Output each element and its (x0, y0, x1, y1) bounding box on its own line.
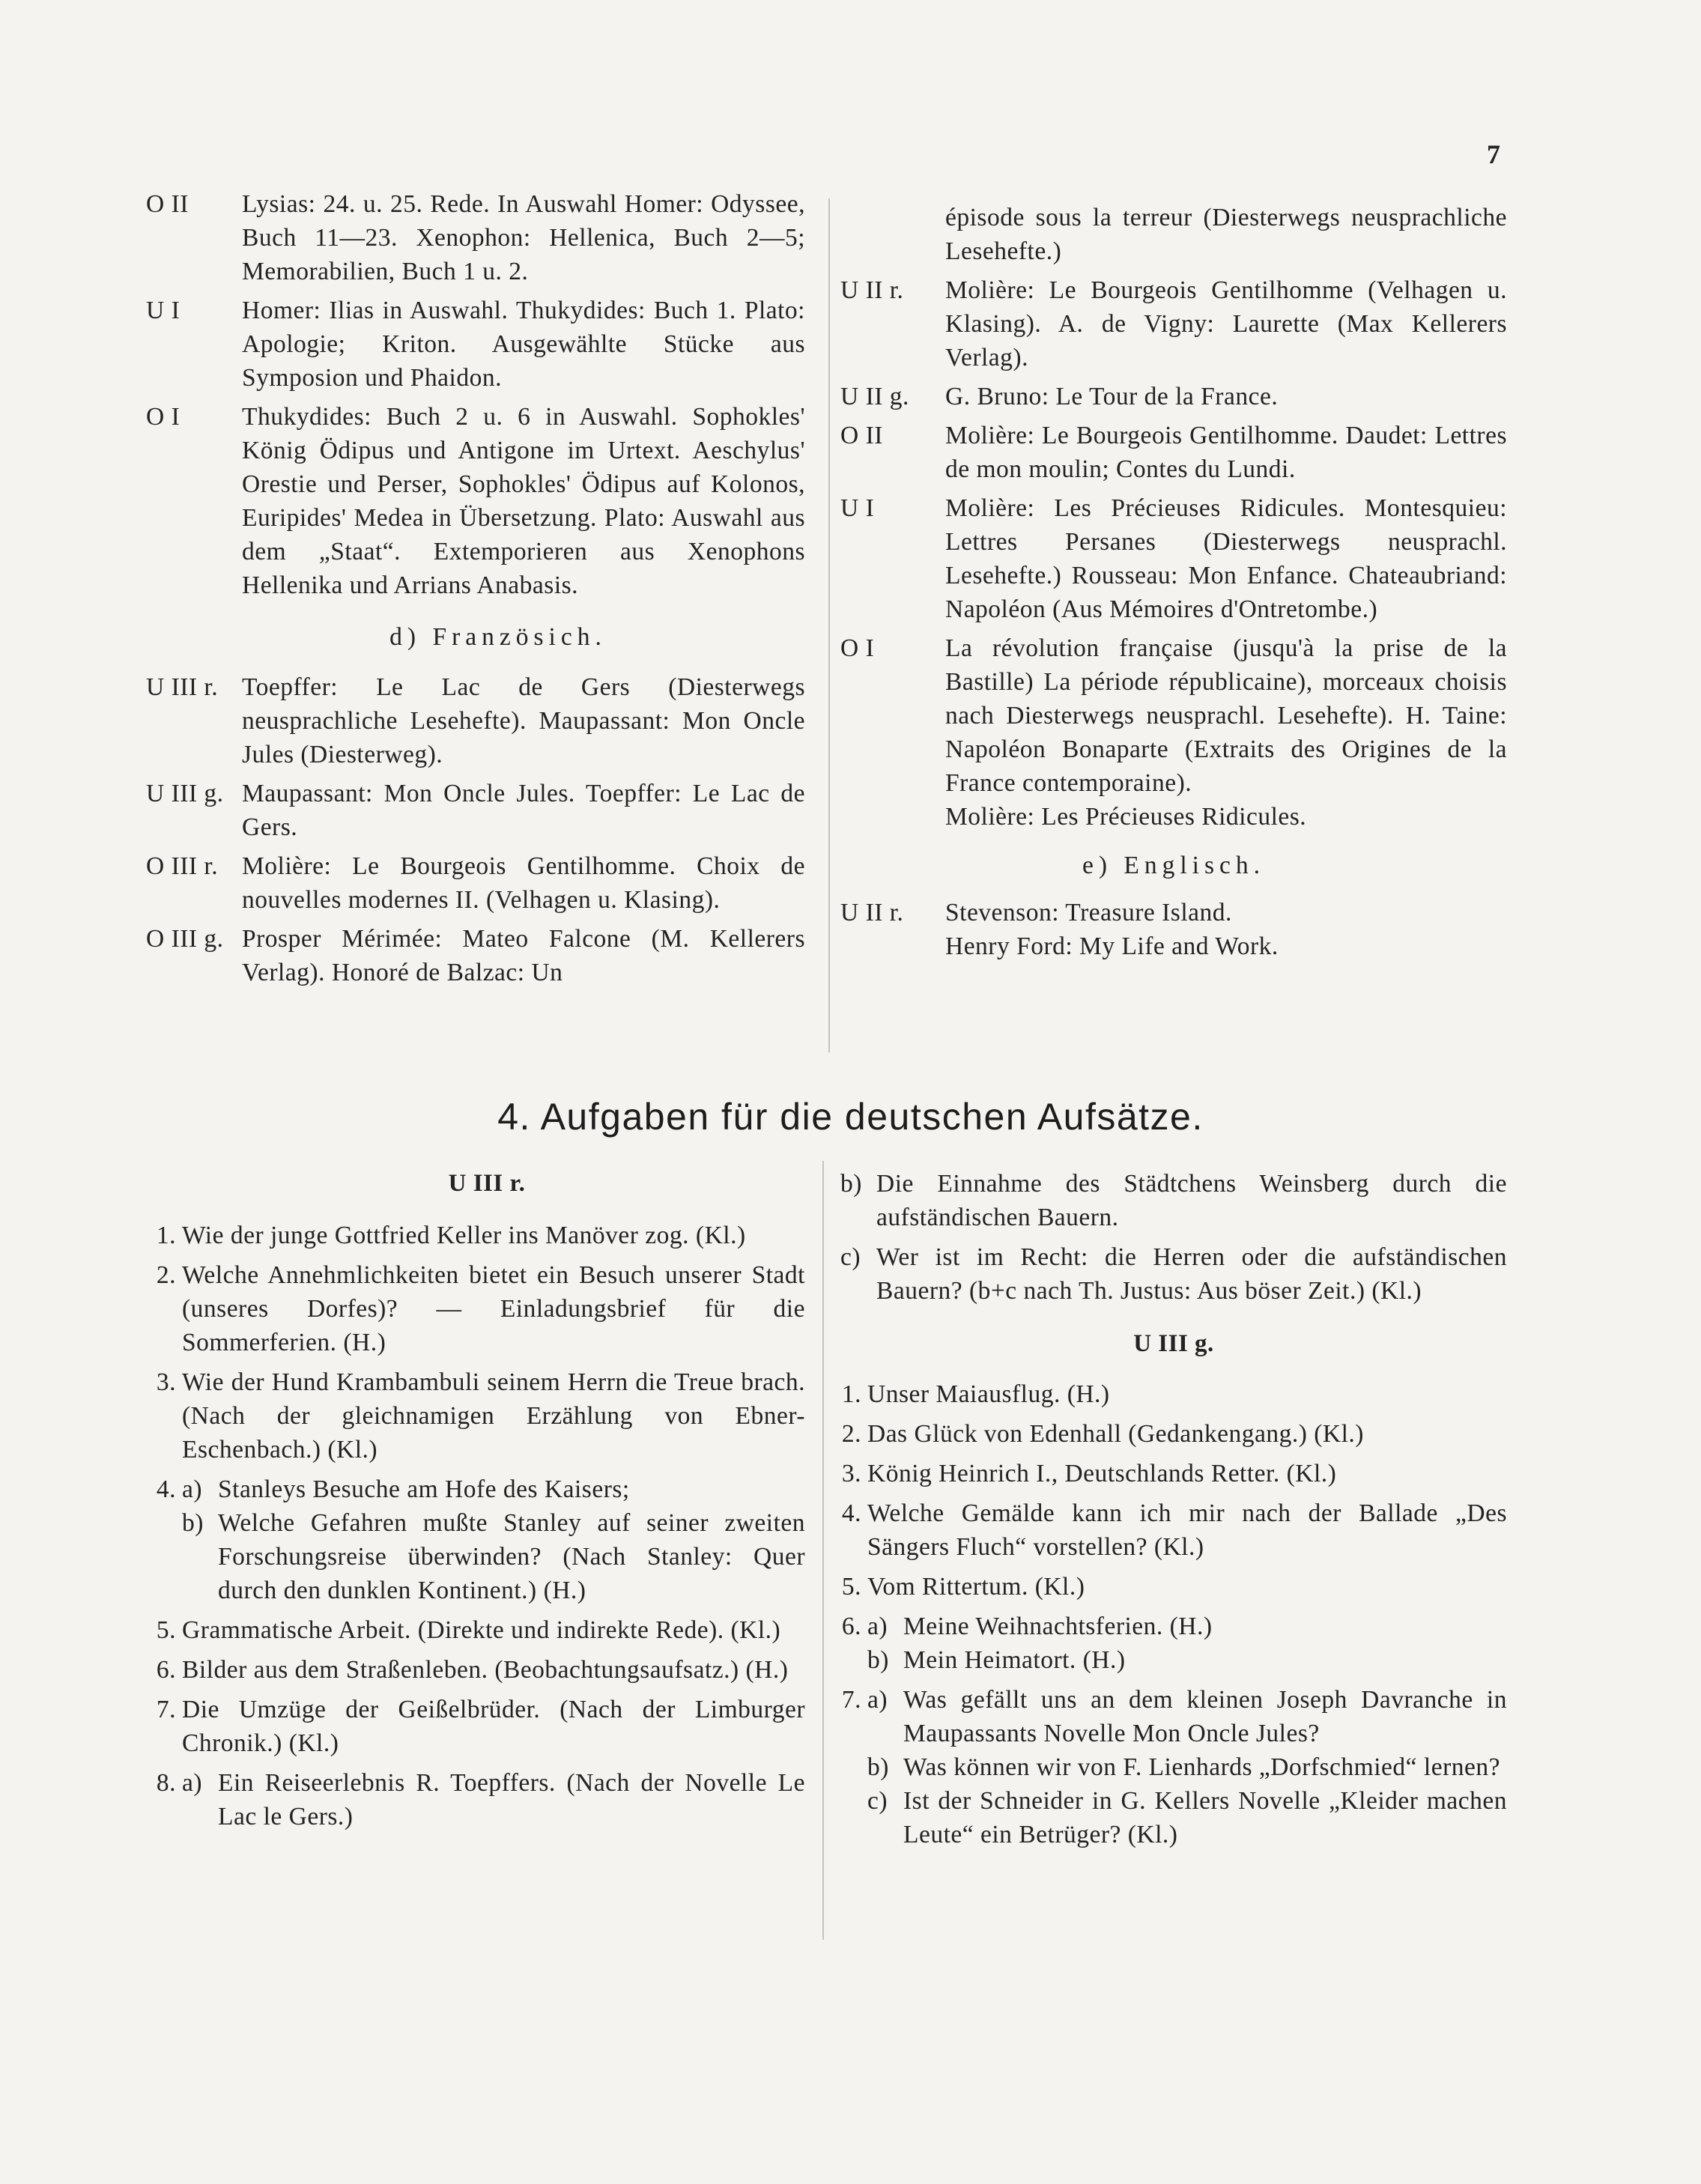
class-label: O II (146, 190, 189, 218)
class-heading: U III g. (1133, 1330, 1214, 1357)
task-number: 1. (841, 1380, 861, 1408)
task-text: Welche Annehmlichkeiten bietet ein Besuch unserer Stadt (unseres Dorfes)? — Einladungsbrief für die Sommerferien. (H.) (182, 1261, 805, 1356)
task-number: 3. (156, 1368, 176, 1396)
task-text: König Heinrich I., Deutschlands Retter. (Kl.) (867, 1460, 1337, 1487)
class-label: U III g. (146, 780, 224, 807)
class-label: O III r. (146, 852, 219, 880)
reading-list-left-column (146, 187, 805, 995)
subtask-text: Was können wir von F. Lienhards „Dorfschmied“ lernen? (903, 1753, 1500, 1781)
task-item (840, 1457, 1507, 1490)
subtask-text: Ist der Schneider in G. Kellers Novelle „Kleider machen Leute“ ein Betrüger? (Kl.) (903, 1787, 1507, 1848)
task-item (840, 1610, 1507, 1677)
essay-tasks-u3r (146, 1167, 805, 1839)
task-text: Das Glück von Edenhall (Gedankengang.) (Kl.) (867, 1420, 1364, 1448)
reading-text: Prosper Mérimée: Mateo Falcone (M. Kellerers Verlag). Honoré de Balzac: Un (242, 925, 805, 986)
page-number: 7 (1487, 139, 1500, 169)
class-label: U II g. (840, 383, 909, 410)
task-item (840, 1496, 1507, 1564)
class-heading: U III r. (448, 1170, 526, 1197)
section-title: 4. Aufgaben für die deutschen Aufsätze. (497, 1096, 1204, 1138)
task-text: Wie der Hund Krambambuli seinem Herrn die Treue brach. (Nach der gleichnamigen Erzählung von Ebner-Eschenbach.) (Kl.) (182, 1368, 805, 1463)
task-item (840, 1417, 1507, 1451)
reading-text: Molière: Le Bourgeois Gentilhomme. Daudet: Lettres de mon moulin; Contes du Lundi. (945, 422, 1507, 483)
subtask: a) Stanleys Besuche am Hofe des Kaisers; (182, 1472, 805, 1506)
task-number: 1. (156, 1222, 176, 1249)
reading-continuation: épisode sous la terreur (Diesterwegs neusprachliche Lesehefte.) (945, 204, 1507, 265)
task-text: Welche Gemälde kann ich mir nach der Ballade „Des Sängers Fluch“ vorstellen? (Kl.) (867, 1499, 1507, 1561)
task-number: 7. (156, 1696, 176, 1723)
task-number: 3. (841, 1460, 861, 1487)
task-item (146, 1472, 805, 1607)
task-number: 6. (156, 1656, 176, 1684)
reading-entry (840, 380, 1507, 413)
task-number: 4. (156, 1475, 176, 1503)
task-text: Bilder aus dem Straßenleben. (Beobachtungsaufsatz.) (H.) (182, 1656, 789, 1684)
subtask: b) Welche Gefahren mußte Stanley auf seiner zweiten Forschungsreise überwinden? (Nach Stanley: Quer durch den dunklen Kontinent.) (H.) (182, 1506, 805, 1607)
class-label: U III r. (146, 673, 219, 701)
task-text: Vom Rittertum. (Kl.) (867, 1573, 1085, 1601)
subtask: c) Ist der Schneider in G. Kellers Novelle „Kleider machen Leute“ ein Betrüger? (Kl.) (867, 1784, 1507, 1851)
task-text: Die Umzüge der Geißelbrüder. (Nach der Limburger Chronik.) (Kl.) (182, 1696, 805, 1757)
reading-entry (840, 800, 1507, 834)
subtask: a) Meine Weihnachtsferien. (H.) (867, 1610, 1507, 1643)
reading-text: Toepffer: Le Lac de Gers (Diesterwegs neusprachliche Lesehefte). Maupassant: Mon Oncle Jules (Diesterweg). (242, 673, 805, 768)
task-text: Unser Maiausflug. (H.) (867, 1380, 1110, 1408)
subtask-text: Welche Gefahren mußte Stanley auf seiner zweiten Forschungsreise überwinden? (Nach Stanley: Quer durch den dunklen Kontinent.) (H.) (218, 1509, 805, 1604)
reading-entry (840, 419, 1507, 486)
task-item (146, 1766, 805, 1833)
task-item (146, 1613, 805, 1647)
subtask: c) Wer ist im Recht: die Herren oder die aufständischen Bauern? (b+c nach Th. Justus: Aus böser Zeit.) (Kl.) (840, 1240, 1507, 1308)
subtask: a) Ein Reiseerlebnis R. Toepffers. (Nach der Novelle Le Lac le Gers.) (182, 1766, 805, 1833)
reading-entry (840, 896, 1507, 929)
reading-entry (146, 294, 805, 395)
reading-text: Homer: Ilias in Auswahl. Thukydides: Buch 1. Plato: Apologie; Kriton. Ausgewählte Stücke aus Symposion und Phaidon. (242, 297, 805, 392)
task-item (146, 1258, 805, 1359)
task-item (146, 1653, 805, 1687)
subtask-text: Stanleys Besuche am Hofe des Kaisers; (218, 1475, 630, 1503)
task-number: 6. (841, 1613, 861, 1640)
task-number: 8. (156, 1769, 176, 1797)
subtask-text: Ein Reiseerlebnis R. Toepffers. (Nach der Novelle Le Lac le Gers.) (218, 1769, 805, 1830)
reading-entry (840, 491, 1507, 626)
task-number: 5. (156, 1616, 176, 1644)
task-item (840, 1683, 1507, 1851)
reading-text: La révolution française (jusqu'à la prise de la Bastille) La période républicaine), morceaux choisis nach Diesterwegs neusprachl. Lesehefte). H. Taine: Napoléon Bonaparte (Extraits des Origines de la France contemporaine). (945, 634, 1507, 797)
subtask-text: Wer ist im Recht: die Herren oder die aufständischen Bauern? (b+c nach Th. Justus: Aus böser Zeit.) (Kl.) (876, 1243, 1507, 1305)
reading-entry (146, 187, 805, 288)
class-label: U II r. (840, 276, 904, 304)
reading-entry (146, 777, 805, 844)
class-label: U II r. (840, 899, 904, 926)
reading-entry (840, 631, 1507, 800)
task-item (840, 1377, 1507, 1411)
task-text: Grammatische Arbeit. (Direkte und indirekte Rede). (Kl.) (182, 1616, 781, 1644)
subtask: b) Die Einnahme des Städtchens Weinsberg durch die aufständischen Bauern. (840, 1167, 1507, 1234)
reading-entry (146, 849, 805, 917)
english-heading: e) Englisch. (1082, 852, 1265, 879)
reading-entry (840, 273, 1507, 374)
subtask: b) Was können wir von F. Lienhards „Dorfschmied“ lernen? (867, 1750, 1507, 1784)
task-number: 7. (841, 1686, 861, 1714)
class-label: O III g. (146, 925, 224, 953)
task-item (146, 1693, 805, 1760)
task-item (840, 1570, 1507, 1604)
reading-text: Molière: Le Bourgeois Gentilhomme (Velhagen u. Klasing). A. de Vigny: Laurette (Max Kellerers Verlag). (945, 276, 1507, 371)
task-item (146, 1365, 805, 1466)
reading-text: G. Bruno: Le Tour de la France. (945, 383, 1279, 410)
reading-list-right-column (840, 201, 1507, 968)
reading-entry (146, 400, 805, 602)
column-divider-top (828, 198, 830, 1052)
column-divider-bottom (822, 1161, 824, 1940)
reading-text: Molière: Les Précieuses Ridicules. (945, 803, 1307, 831)
reading-text: Molière: Les Précieuses Ridicules. Montesquieu: Lettres Persanes (Diesterwegs neusprachl. Lesehefte.) Rousseau: Mon Enfance. Chateaubriand: Napoléon (Aus Mémoires d'Ontretombe.) (945, 494, 1507, 623)
reading-text: Maupassant: Mon Oncle Jules. Toepffer: Le Lac de Gers. (242, 780, 805, 841)
french-heading: d) Französich. (389, 623, 607, 651)
class-label: O I (840, 634, 875, 662)
task-number: 5. (841, 1573, 861, 1601)
reading-text: Stevenson: Treasure Island. (945, 899, 1232, 926)
reading-text: Lysias: 24. u. 25. Rede. In Auswahl Homer: Odyssee, Buch 11—23. Xenophon: Hellenica, Buch 2—5; Memorabilien, Buch 1 u. 2. (242, 190, 805, 285)
class-label: U I (146, 297, 181, 324)
task-number: 4. (841, 1499, 861, 1527)
reading-entry (146, 670, 805, 771)
reading-entry (146, 922, 805, 989)
reading-text: Henry Ford: My Life and Work. (945, 932, 1279, 960)
essay-tasks-u3g (840, 1167, 1507, 1857)
class-label: O I (146, 403, 181, 431)
subtask-text: Die Einnahme des Städtchens Weinsberg durch die aufständischen Bauern. (876, 1170, 1507, 1231)
task-text: Wie der junge Gottfried Keller ins Manöver zog. (Kl.) (182, 1222, 746, 1249)
task-item (146, 1219, 805, 1252)
subtask-text: Meine Weihnachtsferien. (H.) (903, 1613, 1213, 1640)
subtask-text: Was gefällt uns an dem kleinen Joseph Davranche in Maupassants Novelle Mon Oncle Jules? (903, 1686, 1507, 1747)
subtask: a) Was gefällt uns an dem kleinen Joseph Davranche in Maupassants Novelle Mon Oncle Jules? (867, 1683, 1507, 1750)
subtask: b) Mein Heimatort. (H.) (867, 1643, 1507, 1677)
class-label: O II (840, 422, 883, 449)
reading-entry (840, 929, 1507, 963)
subtask-text: Mein Heimatort. (H.) (903, 1646, 1126, 1674)
reading-text: Molière: Le Bourgeois Gentilhomme. Choix de nouvelles modernes II. (Velhagen u. Klasing). (242, 852, 805, 914)
reading-entry (840, 201, 1507, 268)
task-number: 2. (156, 1261, 176, 1289)
reading-text: Thukydides: Buch 2 u. 6 in Auswahl. Sophokles' König Ödipus und Antigone im Urtext. Aeschylus' Orestie und Perser, Sophokles' Ödipus auf Kolonos, Euripides' Medea in Übersetzung. Plato: Auswahl aus dem „Staat“. Extemporieren aus Xenophons Hellenika und Arrians Anabasis. (242, 403, 805, 599)
task-number: 2. (841, 1420, 861, 1448)
class-label: U I (840, 494, 875, 522)
